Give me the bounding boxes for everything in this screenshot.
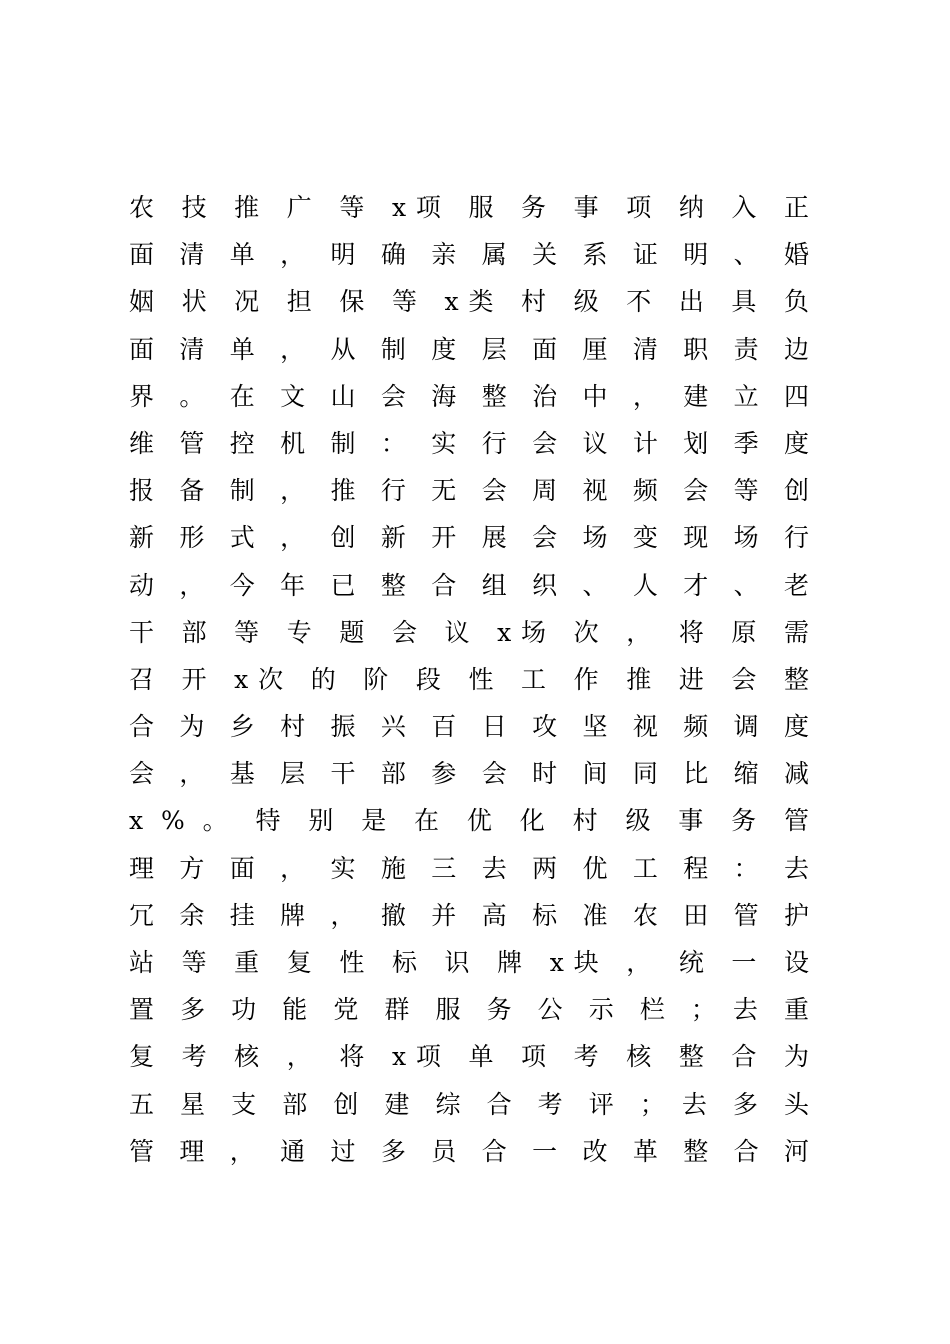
text-line: 界 。 在 文 山 会 海 整 治 中 ， 建 立 四: [129, 381, 809, 411]
text-line: 维 管 控 机 制 ： 实 行 会 议 计 划 季 度: [129, 428, 809, 458]
text-line: 会 ， 基 层 干 部 参 会 时 间 同 比 缩 减: [129, 759, 809, 789]
text-line: 干 部 等 专 题 会 议 x场 次 ， 将 原 需: [129, 617, 809, 647]
text-line: 管 理 ， 通 过 多 员 合 一 改 革 整 合 河: [129, 1136, 809, 1166]
text-line: 站 等 重 复 性 标 识 牌 x块 ， 统 一 设: [129, 948, 809, 977]
text-line: 召 开 x次 的 阶 段 性 工 作 推 进 会 整: [129, 664, 809, 694]
text-line: 姻 状 况 担 保 等 x类 村 级 不 出 具 负: [129, 287, 809, 317]
text-line: 五 星 支 部 创 建 综 合 考 评 ； 去 多 头: [129, 1089, 809, 1119]
text-line: 复 考 核 ， 将 x项 单 项 考 核 整 合 为: [129, 1042, 809, 1072]
text-line: 农 技 推 广 等 x项 服 务 事 项 纳 入 正: [129, 193, 809, 222]
text-line: 合 为 乡 村 振 兴 百 日 攻 坚 视 频 调 度: [129, 712, 809, 742]
text-line: 面 清 单 ， 明 确 亲 属 关 系 证 明 、 婚: [129, 240, 809, 270]
text-line: 新 形 式 ， 创 新 开 展 会 场 变 现 场 行: [129, 523, 809, 553]
body-text: [129, 184, 809, 1175]
text-line: x % 。 特 别 是 在 优 化 村 级 事 务 管: [129, 806, 809, 836]
text-line: 置 多 功 能 党 群 服 务 公 示 栏 ； 去 重: [129, 995, 809, 1025]
text-line: 动 ， 今 年 已 整 合 组 织 、 人 才 、 老: [129, 570, 809, 600]
text-line: 面 清 单 ， 从 制 度 层 面 厘 清 职 责 边: [129, 334, 809, 364]
text-line: 报 备 制 ， 推 行 无 会 周 视 频 会 等 创: [129, 476, 809, 506]
text-line: 冗 余 挂 牌 ， 撤 并 高 标 准 农 田 管 护: [129, 900, 809, 930]
text-line: 理 方 面 ， 实 施 三 去 两 优 工 程 ： 去: [129, 853, 809, 883]
